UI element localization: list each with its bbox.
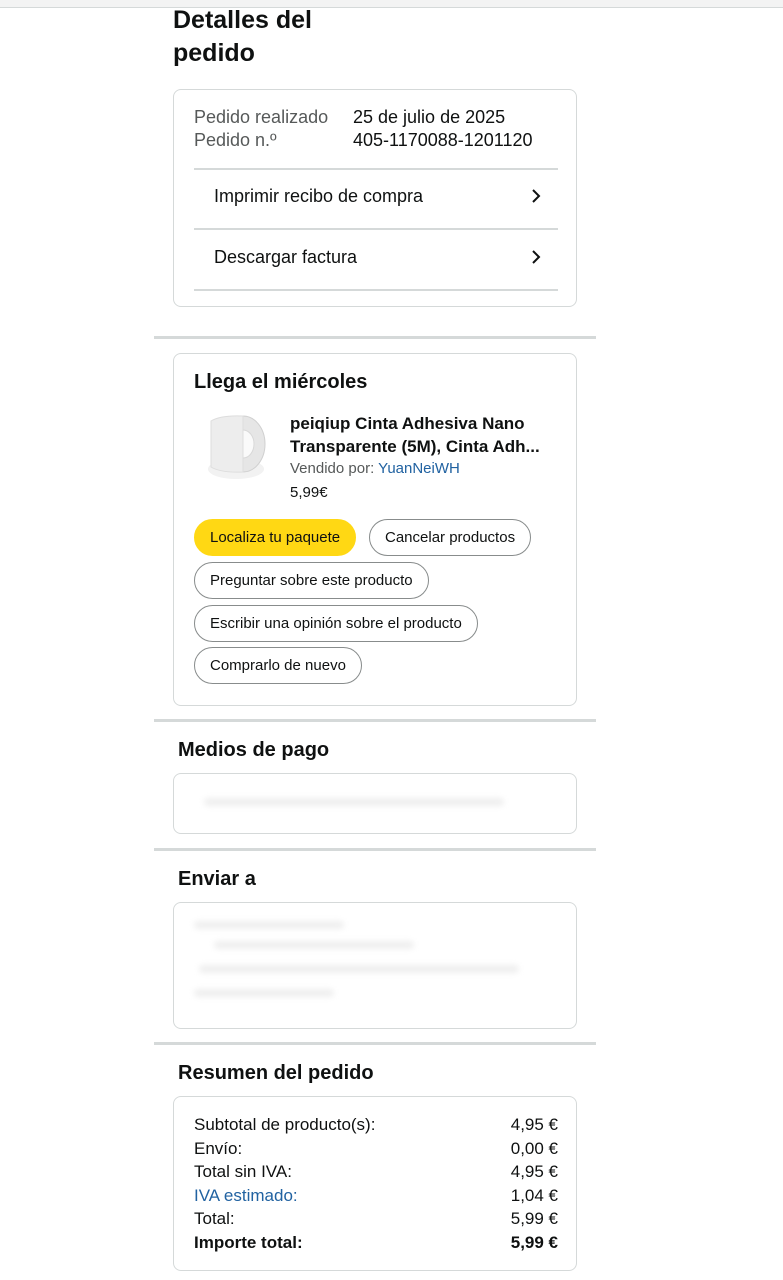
order-summary-card <box>173 1096 577 1271</box>
section-divider <box>154 336 596 339</box>
section-divider <box>154 1042 596 1045</box>
order-number-label: Pedido n.º <box>194 130 277 150</box>
summary-label: Subtotal de producto(s): <box>194 1115 376 1134</box>
cancel-items-button[interactable]: Cancelar productos <box>369 519 531 556</box>
summary-row-shipping <box>194 1137 558 1161</box>
order-number-value: 405-1170088-1201120 <box>353 130 533 150</box>
summary-table <box>194 1113 558 1254</box>
print-receipt-label: Imprimir recibo de compra <box>214 185 424 206</box>
summary-label: Total sin IVA: <box>194 1162 292 1181</box>
summary-row-subtotal <box>194 1113 558 1137</box>
divider <box>194 289 558 291</box>
download-invoice-link[interactable] <box>194 228 558 286</box>
delivery-heading: Llega el miércoles <box>194 371 368 393</box>
summary-value: 5,99 € <box>510 1209 558 1228</box>
sold-by-label: Vendido por: <box>290 460 379 477</box>
section-divider <box>154 719 596 722</box>
order-date-label: Pedido realizado <box>194 107 329 127</box>
seller-link[interactable]: YuanNeiWH <box>378 460 460 477</box>
summary-row-total-no-vat <box>194 1160 558 1184</box>
summary-value: 4,95 € <box>510 1115 558 1134</box>
ship-to-card <box>173 902 577 1029</box>
shipment-card <box>173 353 577 706</box>
redacted-address <box>214 941 414 949</box>
track-package-button[interactable]: Localiza tu paquete <box>194 519 356 556</box>
buy-again-button[interactable]: Comprarlo de nuevo <box>194 647 362 684</box>
summary-value: 0,00 € <box>510 1138 558 1158</box>
product-title[interactable] <box>290 412 565 458</box>
summary-value: 4,95 € <box>510 1162 558 1181</box>
ship-to-title: Enviar a <box>178 868 256 890</box>
redacted-payment <box>204 798 504 806</box>
page-title: Detalles del pedido <box>173 6 312 67</box>
summary-value: 1,04 € <box>510 1185 558 1205</box>
summary-label: Total: <box>194 1209 235 1228</box>
summary-label: Importe total: <box>194 1232 303 1252</box>
redacted-address <box>199 965 519 973</box>
redacted-address <box>194 989 334 997</box>
payment-methods-title: Medios de pago <box>178 739 330 761</box>
product-image[interactable] <box>201 409 271 489</box>
order-date-value: 25 de julio de 2025 <box>353 107 506 127</box>
sold-by <box>290 460 460 477</box>
order-info-card <box>173 89 577 307</box>
product-price: 5,99€ <box>290 484 328 501</box>
product-title-line1: peiqiup Cinta Adhesiva Nano <box>290 414 525 433</box>
payment-methods-card <box>173 773 577 834</box>
chevron-right-icon <box>528 188 544 204</box>
summary-row-total <box>194 1207 558 1231</box>
summary-row-vat <box>194 1184 558 1208</box>
download-invoice-label: Descargar factura <box>214 246 358 267</box>
summary-label: Envío: <box>194 1138 243 1158</box>
redacted-address <box>194 921 344 929</box>
print-receipt-link[interactable] <box>194 167 558 225</box>
ask-product-question-button[interactable]: Preguntar sobre este producto <box>194 562 429 599</box>
write-review-button[interactable]: Escribir una opinión sobre el producto <box>194 605 478 642</box>
summary-row-grand-total <box>194 1231 558 1255</box>
top-bar <box>0 0 783 8</box>
vat-info-link[interactable]: IVA estimado: <box>194 1185 298 1205</box>
product-title-line2: Transparente (5M), Cinta Adh... <box>290 437 540 456</box>
summary-value: 5,99 € <box>510 1232 558 1252</box>
order-summary-title: Resumen del pedido <box>178 1062 374 1084</box>
chevron-right-icon <box>528 249 544 265</box>
section-divider <box>154 848 596 851</box>
